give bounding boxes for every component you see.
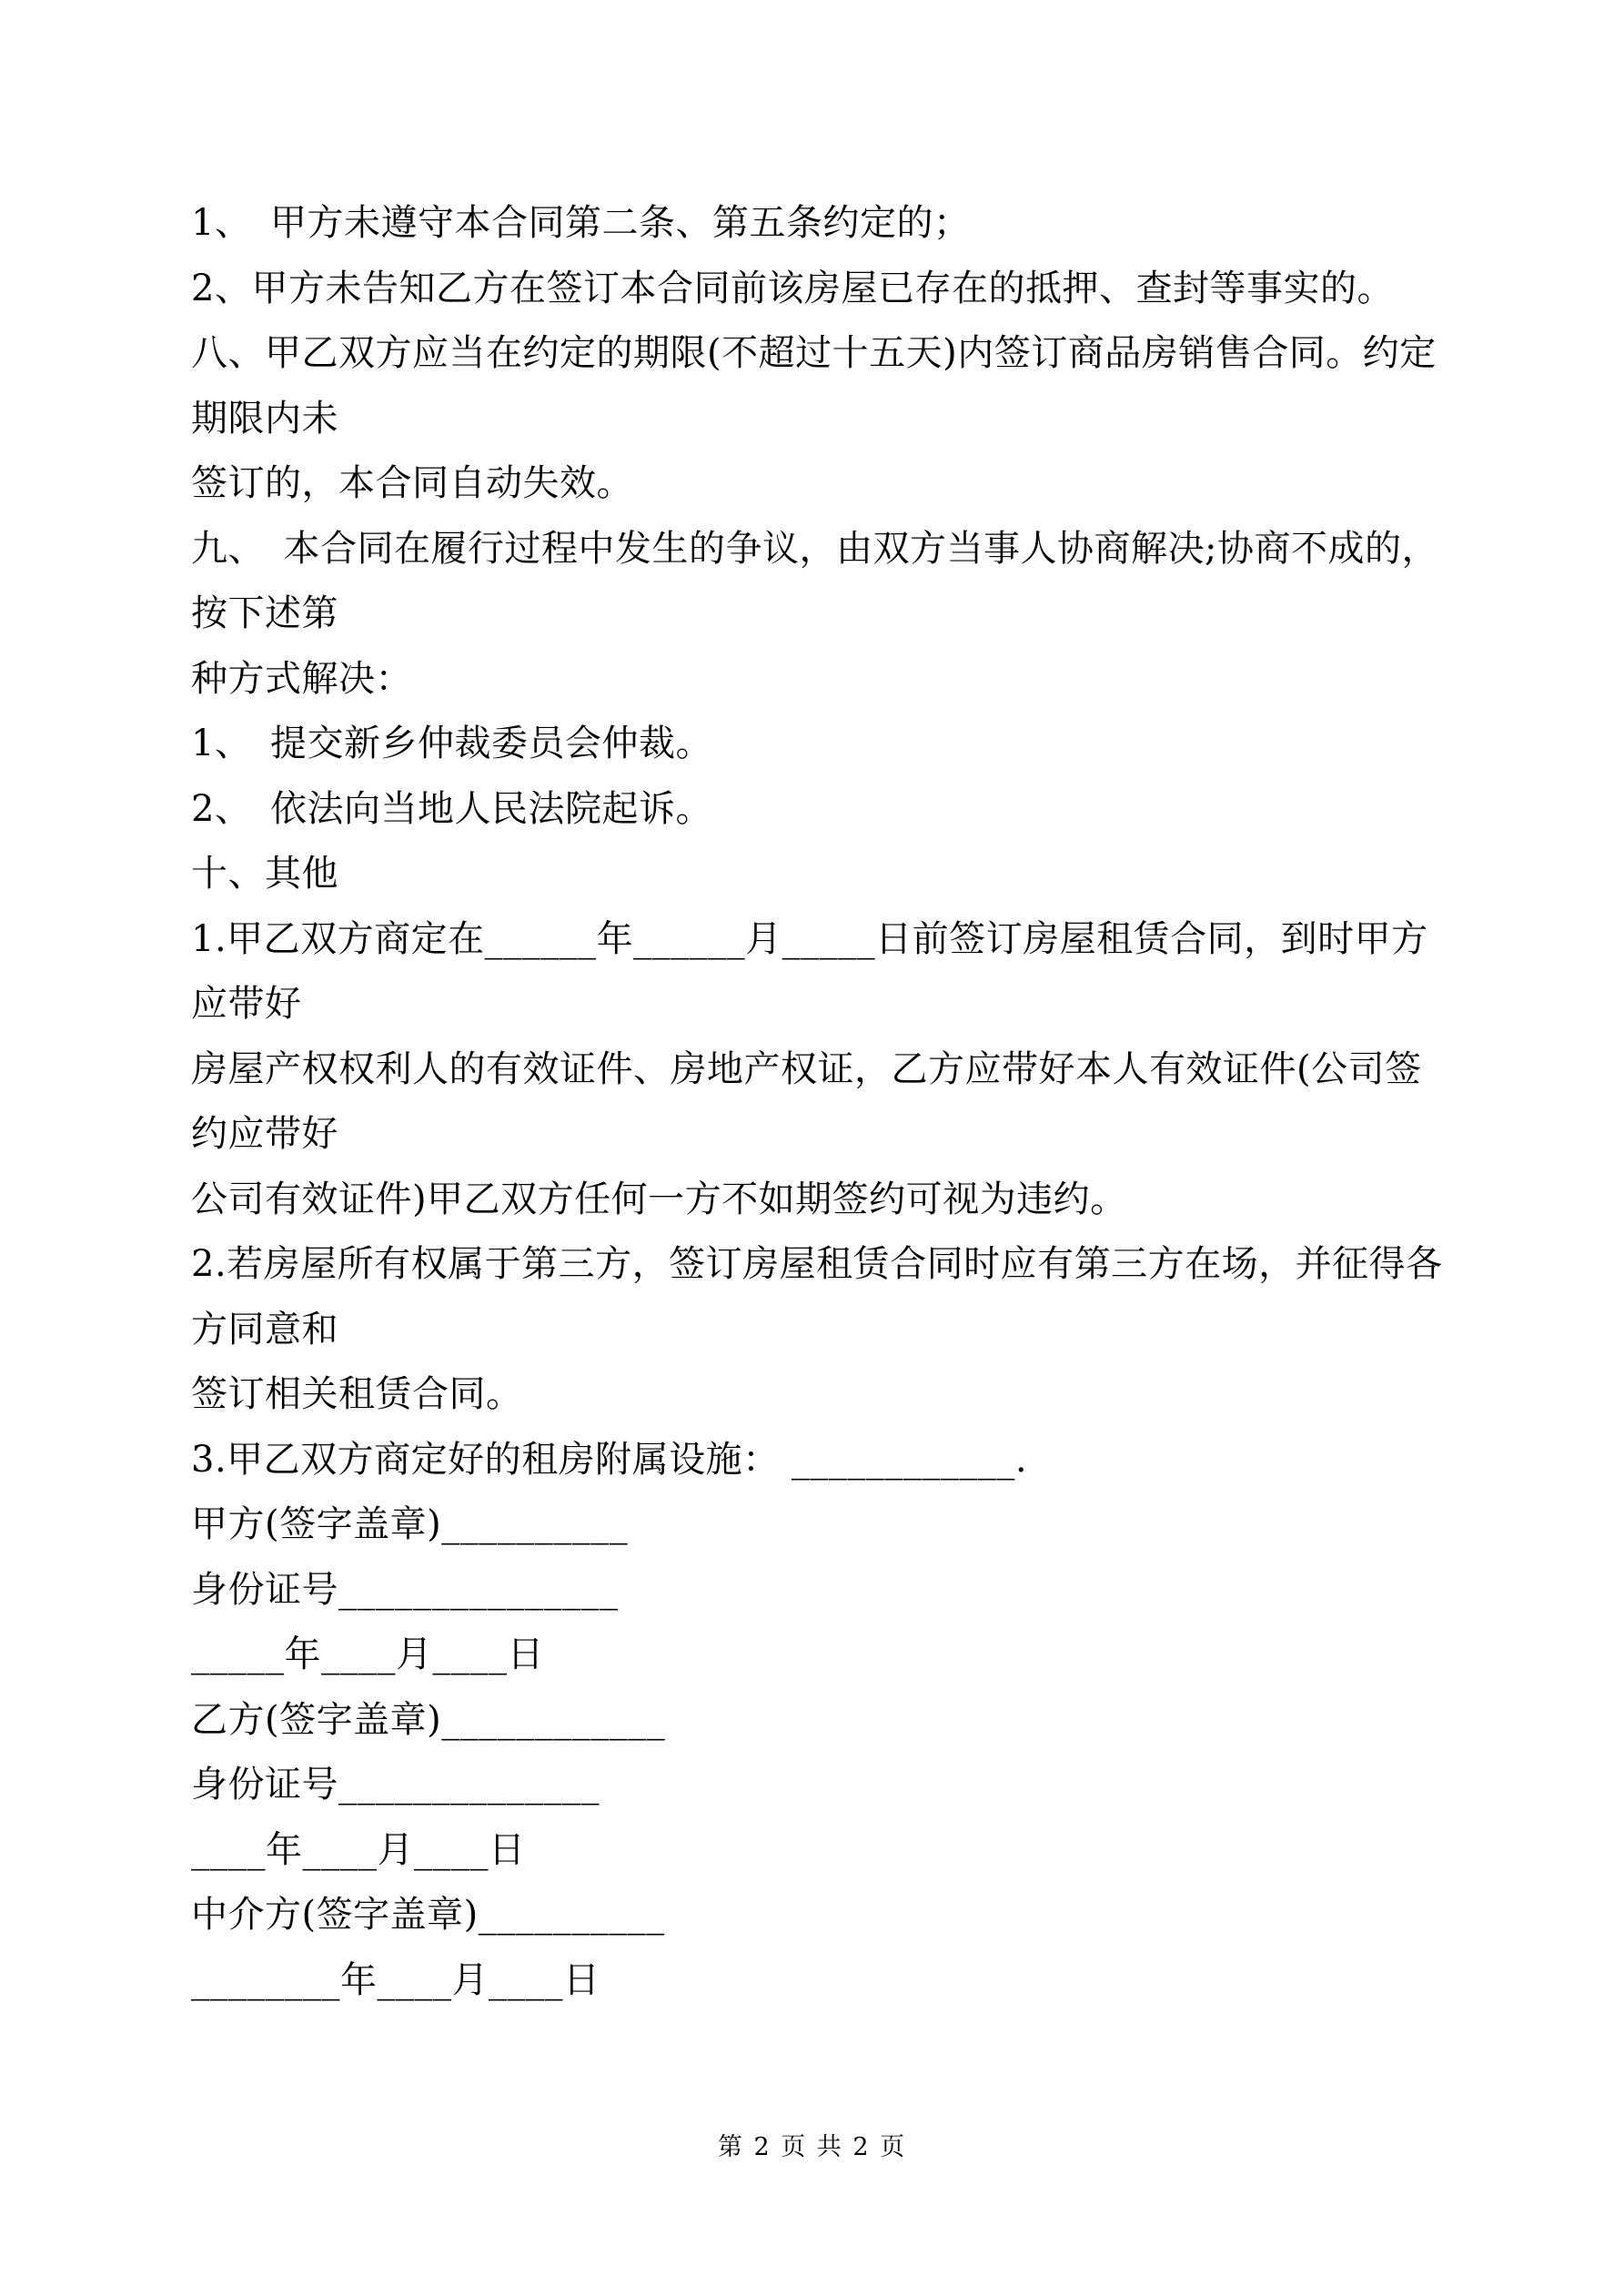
- clause-10-item-2-line-2: 签订相关租赁合同。: [191, 1373, 523, 1415]
- page-footer: [0, 2127, 1624, 2162]
- clause-8-line-2: 签订的，本合同自动失效。: [191, 462, 633, 504]
- clause-10-item-2-line-1: 2.若房屋所有权属于第三方，签订房屋租赁合同时应有第三方在场，并征得各方同意和: [191, 1243, 1443, 1350]
- clause-9-option-1: 1、 提交新乡仲裁委员会仲裁。: [191, 723, 712, 764]
- party-a-date-line: _____年____月____日: [191, 1633, 544, 1675]
- agent-signature-line: 中介方(签字盖章)__________: [191, 1894, 665, 1936]
- clause-9-line-1: 九、 本合同在履行过程中发生的争议，由双方当事人协商解决;协商不成的，按下述第: [191, 527, 1438, 634]
- clause-10-item-1-line-1: 1.甲乙双方商定在______年______月_____日前签订房屋租赁合同，到时甲方应带好: [191, 917, 1428, 1025]
- contract-body: [191, 191, 1447, 2013]
- agent-date-line: ________年____月____日: [191, 1958, 600, 2001]
- clause-10-item-1-line-2: 房屋产权权利人的有效证件、房地产权证，乙方应带好本人有效证件(公司签约应带好: [191, 1047, 1422, 1155]
- clause-10-item-3: 3.甲乙双方商定好的租房附属设施： ____________.: [191, 1438, 1028, 1481]
- clause-breach-item-2: 2、甲方未告知乙方在签订本合同前该房屋已存在的抵押、查封等事实的。: [191, 267, 1394, 309]
- clause-10-item-1-line-3: 公司有效证件)甲乙双方任何一方不如期签约可视为违约。: [191, 1178, 1127, 1220]
- clause-10-heading: 十、其他: [191, 853, 338, 895]
- clause-9-option-2: 2、 依法向当地人民法院起诉。: [191, 787, 712, 830]
- page-number: 第 2 页 共 2 页: [717, 2133, 907, 2161]
- party-a-signature-line: 甲方(签字盖章)__________: [191, 1503, 629, 1545]
- party-a-id-number-line: 身份证号_______________: [191, 1568, 619, 1611]
- clause-breach-item-1: 1、 甲方未遵守本合同第二条、第五条约定的；: [191, 202, 971, 244]
- clause-9-line-2: 种方式解决：: [191, 657, 412, 700]
- party-b-date-line: ____年____月____日: [191, 1828, 526, 1871]
- party-b-id-number-line: 身份证号______________: [191, 1764, 600, 1805]
- clause-8-line-1: 八、甲乙双方应当在约定的期限(不超过十五天)内签订商品房销售合同。约定期限内未: [191, 332, 1437, 440]
- party-b-signature-line: 乙方(签字盖章)____________: [191, 1698, 666, 1741]
